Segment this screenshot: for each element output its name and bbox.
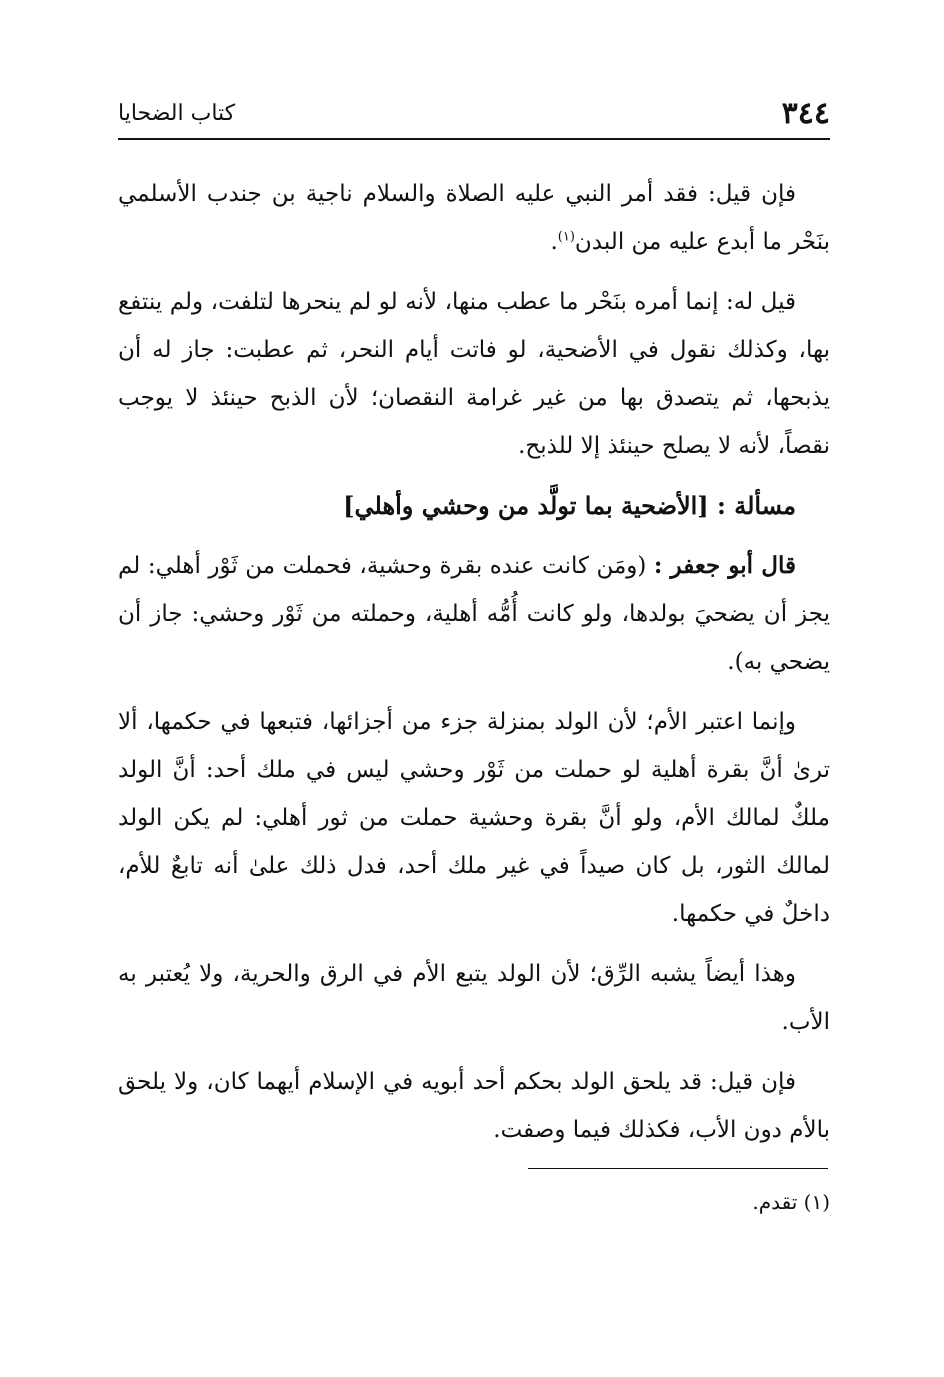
main-text — [118, 170, 830, 1166]
running-title: كتاب الضحايا — [118, 101, 236, 126]
paragraph-1-end: . — [550, 229, 558, 255]
paragraph-2: قيل له: إنما أمره بنَحْر ما عطب منها، لأنه لو لم ينحرها لتلفت، ولم ينتفع بها، وكذلك نقول في الأضحية، لو فاتت أيام النحر، ثم عطبت: جاز له أن يذبحها، ثم يتصدق بها من غير غرامة النقصان؛ لأن الذبح حينئذ لا يوجب نقصاً، لأنه لا يصلح حينئذ إلا للذبح. — [118, 289, 830, 459]
footnote: (١) تقدم. — [752, 1190, 830, 1214]
speaker-label: قال أبو جعفر : — [653, 552, 796, 579]
paragraph-1-text: فإن قيل: فقد أمر النبي عليه الصلاة والسلام ناجية بن جندب الأسلمي بنَحْر ما أبدع عليه من البدن — [118, 181, 830, 255]
page-header — [118, 96, 830, 132]
header-rule — [118, 138, 830, 140]
paragraph-4: وإنما اعتبر الأم؛ لأن الولد بمنزلة جزء من أجزائها، فتبعها في حكمها، ألا ترىٰ أنَّ بقرة أهلية لو حملت من ثَوْر وحشي ليس في ملك أحد: أنَّ الولد ملكٌ لمالك الأم، ولو أنَّ بقرة وحشية حملت من ثور أهلي: لم يكن الولد لمالك الثور، بل كان صيداً في غير ملك أحد، فدل ذلك علىٰ أنه تابعٌ للأم، داخلٌ في حكمها. — [118, 709, 830, 927]
footnote-marker: (١) — [557, 229, 575, 245]
paragraph-5: وهذا أيضاً يشبه الرِّق؛ لأن الولد يتبع الأم في الرق والحرية، ولا يُعتبر به الأب. — [118, 961, 830, 1035]
section-heading: مسألة : [الأضحية بما تولَّد من وحشي وأهلي] — [343, 491, 796, 520]
page-number: ٣٤٤ — [781, 96, 830, 131]
paragraph-6: فإن قيل: قد يلحق الولد بحكم أحد أبويه في الإسلام أيهما كان، ولا يلحق بالأم دون الأب، فكذلك فيما وصفت. — [118, 1069, 830, 1143]
paragraph-3-text: (ومَن كانت عنده بقرة وحشية، فحملت من ثَوْر أهلي: لم يجز أن يضحيَ بولدها، ولو كانت أُمُّه أهلية، وحملته من ثَوْر وحشي: جاز أن يضحي به). — [118, 553, 830, 675]
paragraph-1 — [118, 170, 830, 266]
paragraph-3 — [118, 542, 830, 686]
footnote-rule — [528, 1168, 828, 1169]
